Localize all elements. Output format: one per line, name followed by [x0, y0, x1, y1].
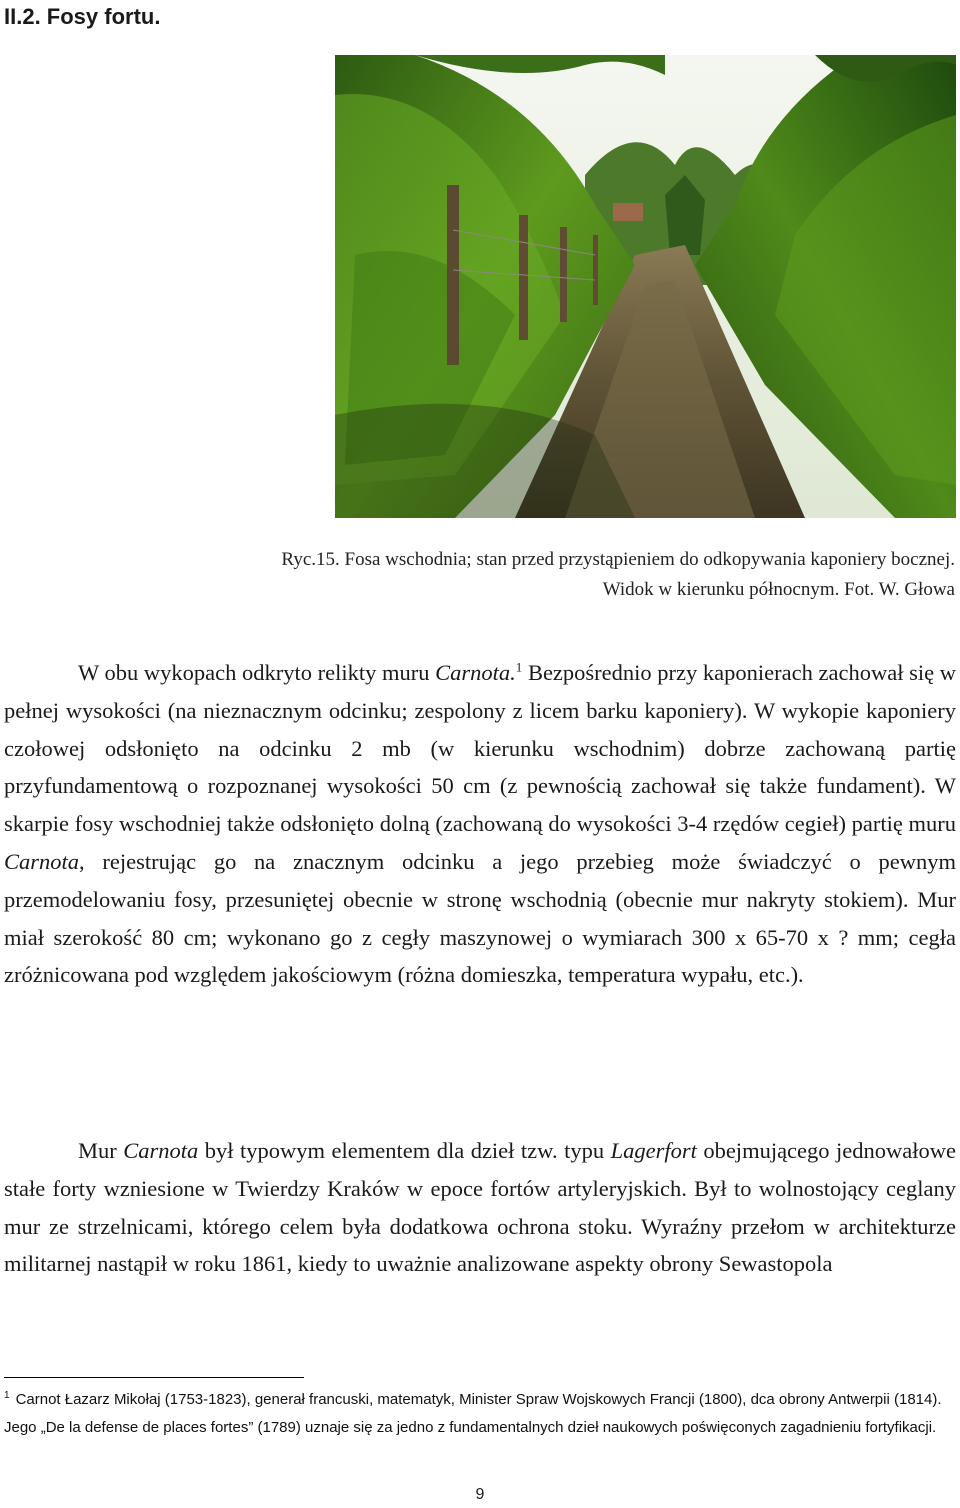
section-heading: II.2. Fosy fortu. [4, 4, 161, 29]
footnote [4, 1386, 956, 1442]
paragraph-1-text-b: Bezpośrednio przy kaponierach zachował się w pełnej wysokości (na nieznacznym odcinku; zespolony z licem barku kaponiery). W wykopie kaponiery czołowej odsłonięto na odcinku 2 mb (w kierunku wschodnim) dobrze zachowaną partię przyfundamentową o rozpoznanej wysokości 50 cm (z pewnością zachował się także fundament). W skarpie fosy wschodniej także odsłonięto dolną (zachowaną do wysokości 3-4 rzędów cegieł) partię muru [4, 660, 956, 837]
paragraph-1-text-a: W obu wykopach odkryto relikty muru [78, 660, 436, 685]
carnota-italic-2: Carnota [4, 848, 80, 874]
footnote-ref[interactable]: 1 [515, 659, 523, 675]
paragraph-2-text-a: Mur [78, 1138, 124, 1163]
figure-caption [160, 545, 955, 605]
paragraph-2-text-b: był typowym elementem dla dzieł tzw. typu [198, 1138, 611, 1163]
lagerfort-italic: Lagerfort [610, 1138, 697, 1163]
figure-caption-line-2: Widok w kierunku północnym. Fot. W. Głowa [602, 579, 955, 600]
footnote-text: Carnot Łazarz Mikołaj (1753-1823), generał francuski, matematyk, Minister Spraw Wojskowych Francji (1800), dca obrony Antwerpii (1814). Jego „De la defense de places fortes” (1789) uznaje się za jedno z fundamentalnych dzieł naukowych poświęconych zagadnieniu fortyfikacji. [4, 1391, 942, 1436]
paragraph-2-text-c: obejmującego jednowałowe stałe forty wzniesione w Twierdzy Kraków w epoce fortów artyleryjskich. Był to wolnostojący ceglany mur ze strzelnicami, którego celem była dodatkowa ochrona stoku. Wyraźny przełom w architekturze militarnej nastąpił w roku 1861, kiedy to uważnie analizowane aspekty obrony Sewastopola [4, 1138, 956, 1277]
carnota-italic-3: Carnota [123, 1138, 199, 1163]
page-number: 9 [475, 1486, 485, 1503]
footnote-divider [4, 1377, 304, 1378]
footnote-number: 1 [4, 1390, 10, 1401]
paragraph-1-text-c: , rejestrując go na znacznym odcinku a jego przebieg może świadczyć o pewnym przemodelowaniu fosy, przesuniętej obecnie w stronę wschodnią (obecnie mur nakryty stokiem). Mur miał szerokość 80 cm; wykonano go z cegły maszynowej o wymiarach 300 x 65-70 x ? mm; cegła zróżnicowana pod względem jakościowym (różna domieszka, temperatura wypału, etc.). [4, 848, 956, 988]
carnota-italic: Carnota. [435, 660, 516, 685]
moat-photo [335, 55, 956, 518]
figure-caption-line-1: Ryc.15. Fosa wschodnia; stan przed przystąpieniem do odkopywania kaponiery bocznej. [281, 549, 955, 570]
paragraph-1 [4, 654, 956, 994]
paragraph-2 [4, 1132, 956, 1283]
